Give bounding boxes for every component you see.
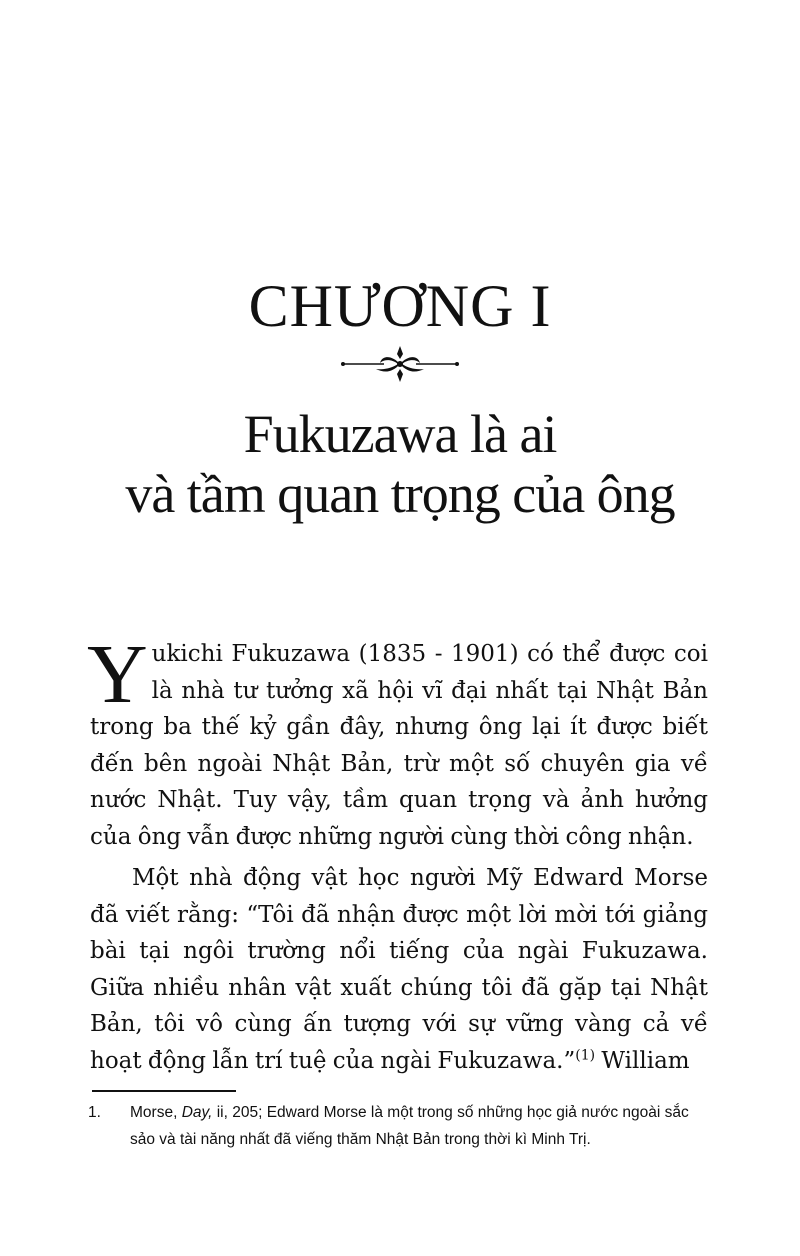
fleuron-divider-icon [340, 343, 460, 385]
footnote-number: 1. [88, 1104, 101, 1121]
paragraph-1-text: ukichi Fukuzawa (1835 - 1901) có thể được coi là nhà tư tưởng xã hội vĩ đại nhất tại Nhật Bản trong ba thế kỷ gần đây, nhưng ông lại ít được biết đến bên ngoài Nhật Bản, trừ một số chuyên gia về nước Nhật. Tuy vậy, tầm quan trọng và ảnh hưởng của ông vẫn được những người cùng thời công nhận. [90, 641, 708, 850]
footnote-divider [92, 1090, 236, 1092]
paragraph-1 [87, 628, 708, 855]
chapter-title [0, 404, 800, 524]
chapter-title-line-1: Fukuzawa là ai [243, 404, 557, 464]
footnote-work: Day, [181, 1104, 213, 1121]
chapter-label: CHƯƠNG I [248, 273, 552, 339]
paragraph-2-continuation: William [595, 1047, 690, 1074]
footnote [88, 1099, 713, 1153]
paragraph-2 [90, 860, 708, 1079]
paragraph-2-text: Một nhà động vật học người Mỹ Edward Morse đã viết rằng: “Tôi đã nhận được một lời mời tới giảng bài tại ngôi trường nổi tiếng của ngài Fukuzawa. Giữa nhiều nhân vật xuất chúng tôi đã gặp tại Nhật Bản, tôi vô cùng ấn tượng với sự vững vàng cả về hoạt động lẫn trí tuệ của ngài Fukuzawa.” [90, 865, 708, 1074]
footnote-reference: (1) [575, 1046, 596, 1063]
chapter-title-line-2: và tầm quan trọng của ông [125, 464, 675, 524]
drop-cap: Y [87, 628, 148, 721]
footnote-author: Morse, [130, 1104, 178, 1121]
footnote-citation: ii, 205; Edward Morse là một trong số những học giả nước ngoài sắc sảo và tài năng nhất đã viếng thăm Nhật Bản trong thời kì Minh Trị. [130, 1104, 689, 1148]
footnote-body [130, 1099, 713, 1153]
